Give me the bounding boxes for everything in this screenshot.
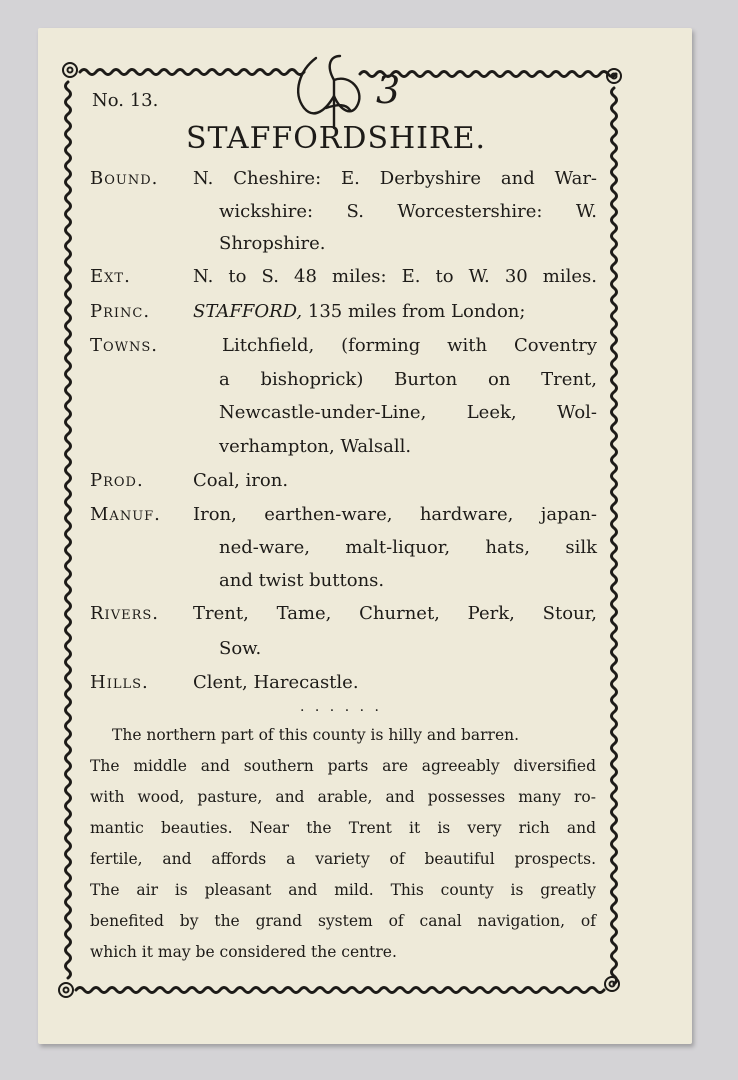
entry-line: Shropshire. (219, 233, 326, 254)
paragraph-line: The middle and southern parts are agreeably diversified (90, 757, 596, 775)
paragraph-line: mantic beauties. Near the Trent it is very rich and (90, 819, 596, 837)
label-rivers: Rivers. (90, 603, 159, 624)
entry-line: Newcastle-under-Line, Leek, Wol- (219, 402, 597, 423)
entry-line-princ: STAFFORD, 135 miles from London; (193, 301, 526, 322)
entry-line: a bishoprick) Burton on Trent, (219, 369, 597, 390)
paragraph-line: benefited by the grand system of canal navigation, of (90, 912, 596, 930)
card-number: No. 13. (92, 90, 159, 111)
entry-line: ned-ware, malt-liquor, hats, silk (219, 537, 597, 558)
label-towns: Towns. (90, 335, 159, 356)
label-ext: Ext. (90, 266, 131, 287)
entry-line: Coal, iron. (193, 470, 289, 491)
label-hills: Hills. (90, 672, 149, 693)
entry-line: wickshire: S. Worcestershire: W. (219, 201, 597, 222)
paragraph-line: fertile, and affords a variety of beautiful prospects. (90, 850, 596, 868)
paragraph-line: The air is pleasant and mild. This county is greatly (90, 881, 596, 899)
entry-line: and twist buttons. (219, 570, 385, 591)
entry-line: Iron, earthen-ware, hardware, japan- (193, 504, 597, 525)
paragraph-line: The northern part of this county is hilly and barren. (112, 726, 520, 744)
entry-line: Sow. (219, 638, 262, 659)
handwritten-number: 3 (376, 68, 401, 112)
entry-line: Clent, Harecastle. (193, 672, 359, 693)
entry-line: N. Cheshire: E. Derbyshire and War- (193, 168, 597, 189)
separator-dots: · · · · · · (300, 703, 382, 719)
entry-line: N. to S. 48 miles: E. to W. 30 miles. (193, 266, 597, 287)
county-town: STAFFORD, (193, 301, 303, 322)
county-title: STAFFORDSHIRE. (186, 121, 487, 156)
label-bound: Bound. (90, 168, 159, 189)
label-manuf: Manuf. (90, 504, 161, 525)
entry-line: Litchfield, (forming with Coventry (222, 335, 597, 356)
entry-line: verhampton, Walsall. (219, 436, 412, 457)
label-princ: Princ. (90, 301, 151, 322)
paragraph-line: with wood, pasture, and arable, and possesses many ro- (90, 788, 596, 806)
paragraph-line: which it may be considered the centre. (90, 943, 397, 961)
entry-line: Trent, Tame, Churnet, Perk, Stour, (193, 603, 597, 624)
label-prod: Prod. (90, 470, 144, 491)
